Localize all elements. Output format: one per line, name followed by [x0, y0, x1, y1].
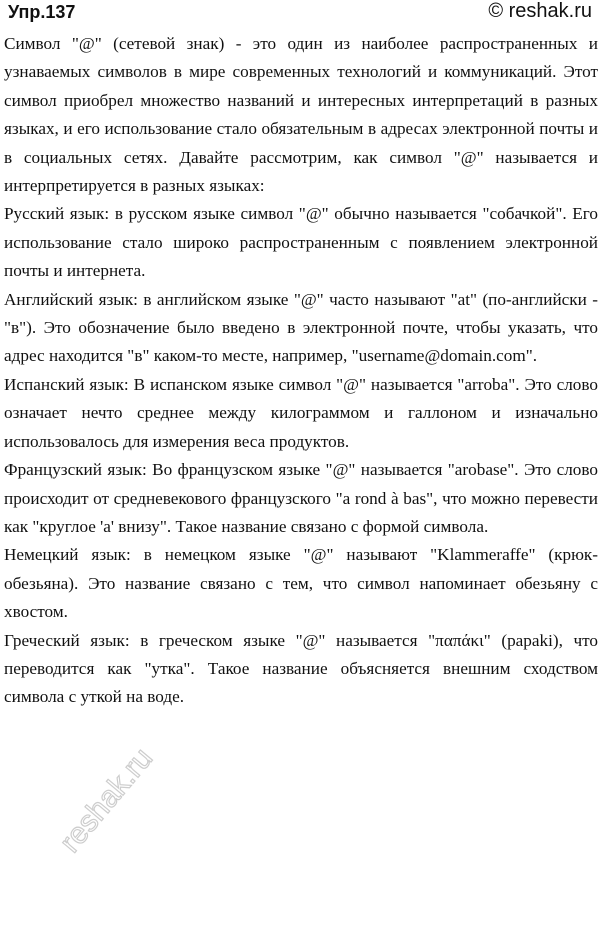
paragraph-spanish: Испанский язык: В испанском языке символ "@" называется "arroba". Это слово означает нечто среднее между килограммом и галлоном и изначально использовалось для измерения веса продуктов.	[4, 374, 598, 451]
paragraph-intro: Символ "@" (сетевой знак) - это один из наиболее распространенных и узнаваемых символов в мире современных технологий и коммуникаций. Этот символ приобрел множество названий и интересных интерпретаций в разных языках, и его использование стало обязательным в адресах электронной почты и в социальных сетях. Давайте рассмотрим, как символ "@" называется и интерпретируется в разных языках:	[4, 34, 598, 196]
paragraph-russian: Русский язык: в русском языке символ "@" обычно называется "собачкой". Его использование стало широко распространенным с появлением электронной почты и интернета.	[4, 204, 598, 281]
paragraph-french: Французский язык: Во французском языке "@" называется "arobase". Это слово происходит от средневекового французского "a rond à bas", что можно перевести как "круглое 'a' внизу". Такое название связано с формой символа.	[4, 460, 598, 536]
paragraph-greek: Греческий язык: в греческом языке "@" называется "παπάκι" (papaki), что переводится как "утка". Такое название объясняется внешним сходством символа с уткой на воде.	[4, 630, 598, 707]
paragraph-german: Немецкий язык: в немецком языке "@" называют "Klammeraffe" (крюк-обезьяна). Это название связано с тем, что символ напоминает обезьяну с хвостом.	[4, 545, 598, 622]
answer-text	[4, 30, 598, 712]
paragraph-english: Английский язык: в английском языке "@" часто называют "at" (по-английски - "в"). Это обозначение было введено в электронной почте, чтобы указать, что адрес находится "в" каком-то месте, например, "username@domain.com".	[4, 289, 598, 366]
page-header	[4, 0, 598, 30]
watermark-logo	[6, 700, 206, 900]
site-badge: © reshak.ru	[488, 0, 592, 22]
exercise-title: Упр.137	[8, 2, 76, 22]
watermark-text: reshak.ru	[53, 741, 160, 859]
